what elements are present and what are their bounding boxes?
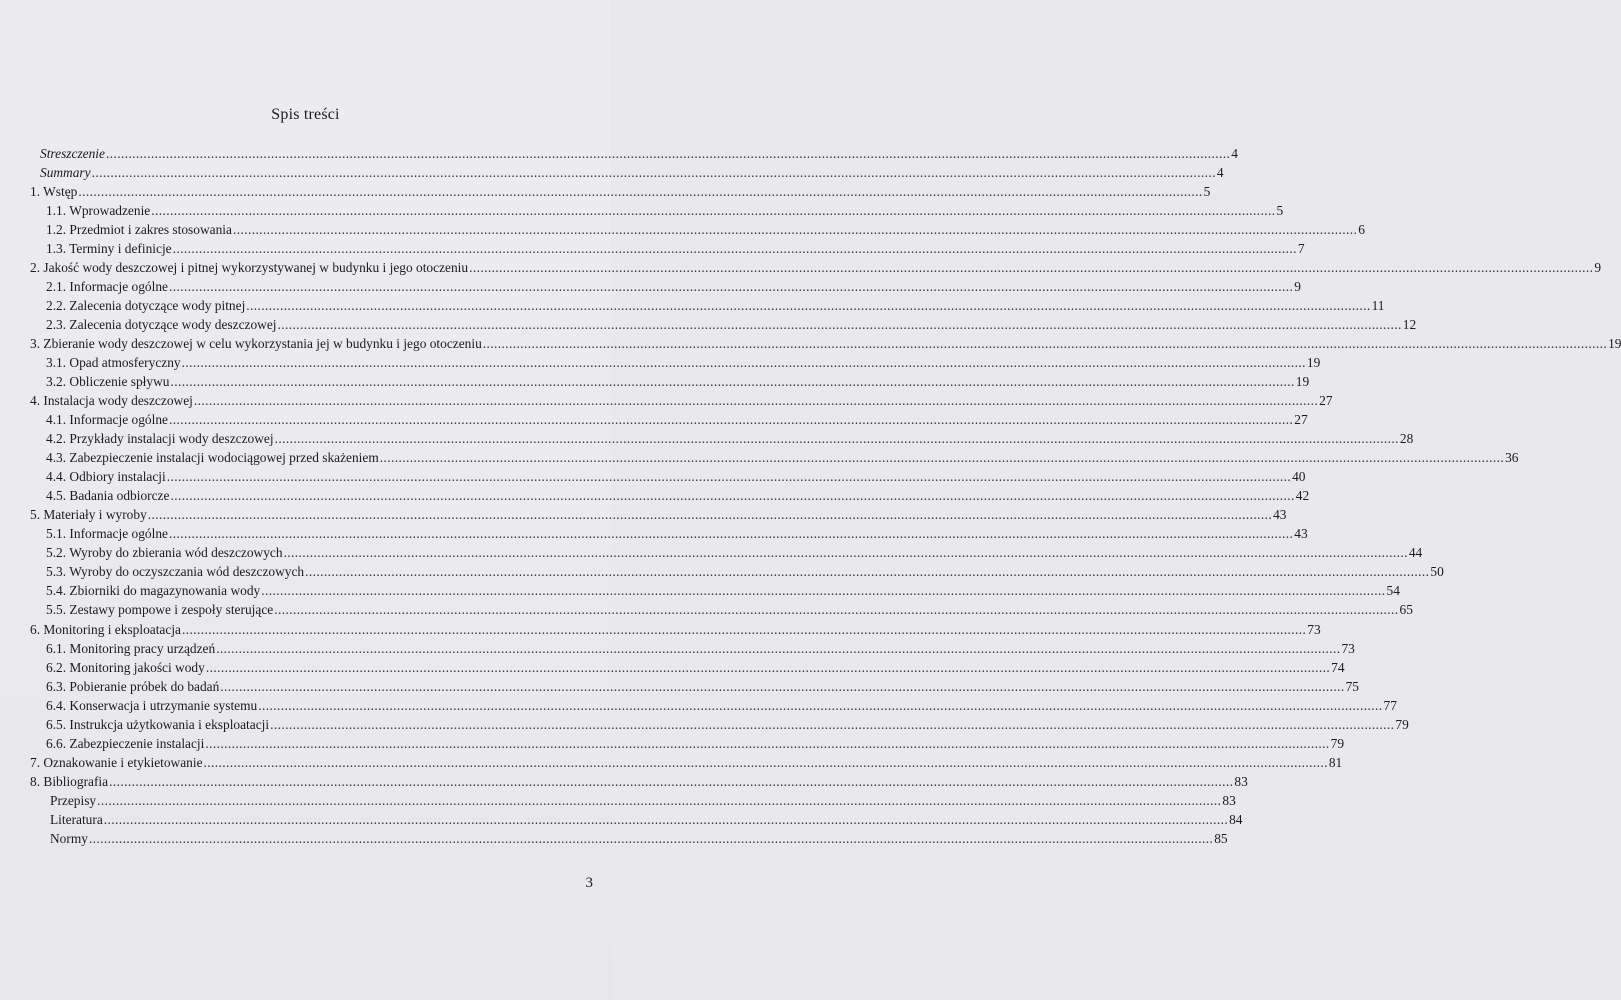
toc-entry (30, 260, 1602, 276)
toc-entry-label: 5.4. Zbiorniki do magazynowania wody (46, 583, 261, 599)
toc-entry-page: 27 (1294, 412, 1308, 428)
toc-entry (46, 222, 1365, 238)
toc-entry-label: 2.2. Zalecenia dotyczące wody pitnej (46, 298, 246, 314)
toc-entry-page: 12 (1402, 317, 1417, 333)
toc-dot-leader: ............................................................................................................................................................................................................................................................................................................ (168, 526, 1294, 542)
toc-entry-page: 4 (1231, 146, 1238, 161)
toc-dot-leader: ............................................................................................................................................................................................................................................................................................................ (482, 336, 1608, 352)
toc-entry (40, 165, 1224, 181)
toc-entry-page: 9 (1594, 260, 1602, 276)
toc-dot-leader: ............................................................................................................................................................................................................................................................................................................ (216, 640, 1341, 656)
toc-entry-label: Przepisy (50, 792, 97, 808)
toc-entry-label: 8. Bibliografia (30, 773, 109, 789)
toc-entry-page: 27 (1319, 393, 1333, 409)
toc-dot-leader: ............................................................................................................................................................................................................................................................................................................ (170, 488, 1295, 504)
toc-entry-label: 5.1. Informacje ogólne (46, 526, 168, 542)
toc-dot-leader: ............................................................................................................................................................................................................................................................................................................ (193, 393, 1319, 409)
toc-dot-leader: ............................................................................................................................................................................................................................................................................................................ (274, 431, 1399, 447)
toc-entry (30, 507, 1287, 523)
toc-entry-label: 1.2. Przedmiot i zakres stosowania (46, 222, 232, 238)
toc-entry-label: 4.5. Badania odbiorcze (46, 488, 170, 504)
toc-dot-leader: ............................................................................................................................................................................................................................................................................................................ (220, 678, 1345, 694)
toc-entry-label: 5.5. Zestawy pompowe i zespoły sterujące (46, 602, 274, 618)
toc-entry-page: 85 (1214, 830, 1228, 846)
toc-dot-leader: ............................................................................................................................................................................................................................................................................................................ (277, 317, 1402, 333)
toc-entry-label: 6. Monitoring i eksploatacja (30, 621, 181, 637)
toc-entry-label: 2. Jakość wody deszczowej i pitnej wykorzystywanej w budynku i jego otoczeniu (30, 260, 469, 276)
toc-entry-label: 5.2. Wyroby do zbierania wód deszczowych (46, 545, 283, 561)
toc-entry (46, 241, 1305, 257)
toc-dot-leader: ............................................................................................................................................................................................................................................................................................................ (105, 146, 1231, 161)
toc-dot-leader: ............................................................................................................................................................................................................................................................................................................ (182, 621, 1307, 637)
page-number: 3 (585, 875, 593, 891)
toc-entry-page: 19 (1295, 374, 1310, 390)
toc-dot-leader: ............................................................................................................................................................................................................................................................................................................ (181, 355, 1306, 371)
toc-entry (46, 469, 1306, 485)
toc-entry-label: 4.3. Zabezpieczenie instalacji wodociągowej przed skażeniem (46, 450, 379, 466)
toc-entry-label: 4. Instalacja wody deszczowej (30, 393, 193, 409)
toc-entry-label: 4.4. Odbiory instalacji (46, 469, 166, 485)
toc-entry-page: 19 (1306, 355, 1321, 371)
toc-entry-page: 36 (1505, 450, 1519, 466)
toc-entry-label: 6.6. Zabezpieczenie instalacji (46, 735, 205, 751)
toc-dot-leader: ............................................................................................................................................................................................................................................................................................................ (170, 374, 1295, 390)
toc-dot-leader: ............................................................................................................................................................................................................................................................................................................ (203, 754, 1328, 770)
toc-dot-leader: ............................................................................................................................................................................................................................................................................................................ (168, 279, 1294, 295)
toc-entry-label: 6.1. Monitoring pracy urządzeń (46, 640, 216, 656)
toc-entry-page: 77 (1383, 697, 1397, 713)
toc-entry (46, 716, 1409, 733)
toc-entry-label: 3.2. Obliczenie spływu (46, 374, 170, 390)
toc-dot-leader: ............................................................................................................................................................................................................................................................................................................ (109, 773, 1234, 789)
toc-entry (46, 583, 1400, 599)
toc-entry-label: 1. Wstęp (30, 184, 78, 200)
toc-entry-page: 40 (1292, 469, 1306, 485)
toc-dot-leader: ............................................................................................................................................................................................................................................................................................................ (91, 165, 1216, 181)
toc-entry-label: 5. Materiały i wyroby (30, 507, 147, 523)
toc-dot-leader: ............................................................................................................................................................................................................................................................................................................ (78, 184, 1203, 200)
toc-entry-page: 79 (1395, 716, 1409, 732)
toc-entry (50, 811, 1243, 828)
toc-dot-leader: ............................................................................................................................................................................................................................................................................................................ (151, 203, 1276, 219)
toc-entry-page: 83 (1234, 773, 1248, 789)
toc-entry-label: 4.1. Informacje ogólne (46, 412, 168, 428)
toc-entry (30, 754, 1343, 771)
toc-entry (30, 336, 1621, 352)
toc-entry-label: 1.1. Wprowadzenie (46, 203, 151, 219)
toc-entry-page: 43 (1273, 507, 1287, 523)
toc-entry-page: 5 (1276, 203, 1284, 219)
toc-entry-page: 4 (1216, 165, 1224, 181)
toc-entry (46, 450, 1519, 466)
toc-entry (46, 678, 1359, 695)
toc-entry-label: 3. Zbieranie wody deszczowej w celu wykorzystania jej w budynku i jego otoczeniu (30, 336, 482, 352)
toc-entry (30, 773, 1248, 790)
toc-dot-leader: ............................................................................................................................................................................................................................................................................................................ (103, 811, 1229, 827)
page-title: Spis treści (271, 106, 340, 123)
toc-entry-label: 6.3. Pobieranie próbek do badań (46, 678, 220, 694)
toc-entry-page: 7 (1297, 241, 1305, 257)
toc-entry (30, 184, 1211, 200)
toc-entry-label: 5.3. Wyroby do oczyszczania wód deszczowych (46, 564, 305, 580)
toc-entry (46, 203, 1284, 219)
toc-entry (46, 640, 1355, 657)
toc-entry-page: 5 (1203, 184, 1211, 200)
toc-entry-page: 11 (1371, 298, 1385, 314)
toc-entry (46, 602, 1413, 618)
toc-entry-page: 9 (1294, 279, 1301, 295)
toc-entry-page: 79 (1330, 735, 1345, 751)
toc-dot-leader: ............................................................................................................................................................................................................................................................................................................ (205, 735, 1330, 751)
toc-entry-label: Literatura (50, 811, 103, 827)
toc-entry-page: 73 (1307, 621, 1321, 637)
toc-dot-leader: ............................................................................................................................................................................................................................................................................................................ (258, 697, 1383, 713)
toc-entry-label: 7. Oznakowanie i etykietowanie (30, 754, 203, 770)
toc-entry-page: 28 (1399, 431, 1414, 447)
toc-entry-page: 84 (1229, 811, 1243, 827)
toc-entry (46, 431, 1414, 447)
toc-entry-page: 83 (1222, 792, 1236, 808)
toc-entry (46, 374, 1310, 390)
toc-entry-page: 74 (1331, 659, 1345, 675)
toc-dot-leader: ............................................................................................................................................................................................................................................................................................................ (246, 298, 1371, 314)
toc-entry (46, 545, 1423, 561)
toc-dot-leader: ............................................................................................................................................................................................................................................................................................................ (88, 830, 1214, 846)
toc-dot-leader: ............................................................................................................................................................................................................................................................................................................ (97, 792, 1222, 808)
toc-dot-leader: ............................................................................................................................................................................................................................................................................................................ (305, 564, 1430, 580)
toc-dot-leader: ............................................................................................................................................................................................................................................................................................................ (379, 450, 1505, 466)
toc-entry-label: 3.1. Opad atmosferyczny (46, 355, 181, 371)
toc-entry-page: 44 (1408, 545, 1423, 561)
toc-entry-label: Summary (40, 165, 91, 181)
toc-entry (50, 830, 1228, 847)
toc-entry (40, 146, 1238, 162)
toc-entry-page: 54 (1386, 583, 1400, 599)
toc-entry (46, 526, 1308, 542)
toc-entry-page: 43 (1294, 526, 1308, 542)
toc-entry (46, 317, 1417, 333)
toc-entry-label: 2.3. Zalecenia dotyczące wody deszczowej (46, 317, 277, 333)
toc-entry-label: 2.1. Informacje ogólne (46, 279, 168, 295)
toc-entry (30, 393, 1333, 409)
toc-entry (50, 792, 1236, 809)
toc-dot-leader: ............................................................................................................................................................................................................................................................................................................ (172, 241, 1297, 257)
toc-entry (30, 621, 1321, 638)
toc-entry-label: 6.2. Monitoring jakości wody (46, 659, 205, 675)
toc-entry-page: 75 (1345, 678, 1359, 694)
toc-entry-page: 50 (1430, 564, 1444, 580)
toc-dot-leader: ............................................................................................................................................................................................................................................................................................................ (270, 716, 1395, 732)
toc-dot-leader: ............................................................................................................................................................................................................................................................................................................ (261, 583, 1386, 599)
toc-dot-leader: ............................................................................................................................................................................................................................................................................................................ (168, 412, 1294, 428)
toc-entry-label: 6.5. Instrukcja użytkowania i eksploatacji (46, 716, 270, 732)
toc-entry (46, 659, 1345, 676)
toc-entry (46, 412, 1308, 428)
toc-dot-leader: ............................................................................................................................................................................................................................................................................................................ (274, 602, 1399, 618)
toc-entry (46, 298, 1385, 314)
toc-entry-page: 81 (1328, 754, 1343, 770)
toc-entry-label: Streszczenie (40, 146, 105, 161)
toc-dot-leader: ............................................................................................................................................................................................................................................................................................................ (232, 222, 1358, 238)
toc-dot-leader: ............................................................................................................................................................................................................................................................................................................ (469, 260, 1594, 276)
toc-entry (46, 735, 1345, 752)
toc-entry (46, 564, 1444, 580)
toc-entry (46, 279, 1301, 295)
toc-dot-leader: ............................................................................................................................................................................................................................................................................................................ (166, 469, 1292, 485)
toc-entry-label: 4.2. Przykłady instalacji wody deszczowej (46, 431, 274, 447)
toc-entry (46, 355, 1321, 371)
toc-entry-page: 65 (1399, 602, 1413, 618)
toc-dot-leader: ............................................................................................................................................................................................................................................................................................................ (205, 659, 1331, 675)
toc-entry-page: 6 (1358, 222, 1365, 238)
toc-entry-label: 6.4. Konserwacja i utrzymanie systemu (46, 697, 258, 713)
toc-dot-leader: ............................................................................................................................................................................................................................................................................................................ (283, 545, 1408, 561)
toc-entry-label: Normy (50, 830, 88, 846)
toc-entry (46, 488, 1310, 504)
toc-entry (46, 697, 1397, 714)
toc-entry-label: 1.3. Terminy i definicje (46, 241, 172, 257)
toc-dot-leader: ............................................................................................................................................................................................................................................................................................................ (147, 507, 1273, 523)
toc-entry-page: 19 (1608, 336, 1621, 352)
toc-entry-page: 73 (1341, 640, 1355, 656)
toc-entry-page: 42 (1295, 488, 1310, 504)
